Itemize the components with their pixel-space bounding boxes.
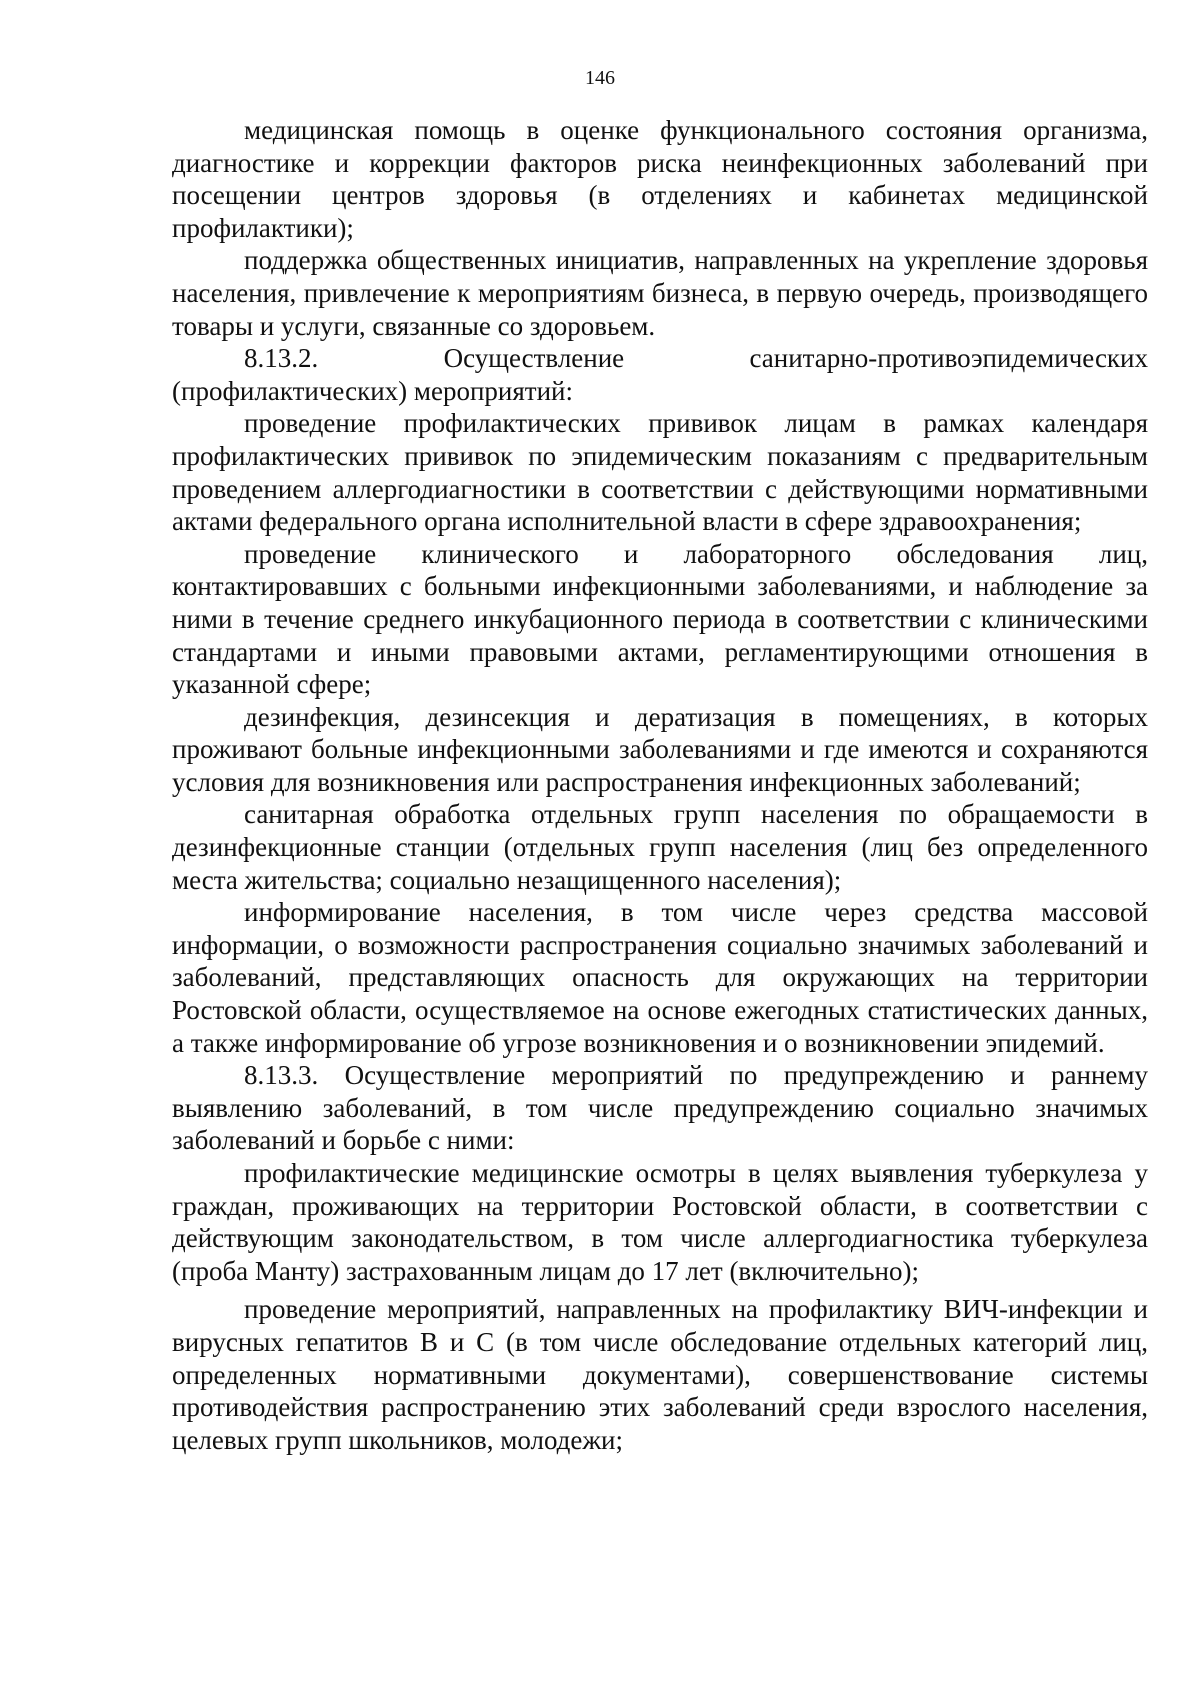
section-heading-8-13-2: 8.13.2. Осуществление санитарно-противоэпидемических (профилактических) мероприятий: [172,343,1148,406]
paragraph-vaccinations: проведение профилактических прививок лицам в рамках календаря профилактических прививок по эпидемическим показаниям с предварительным проведением аллергодиагностики в соответствии с действующими нормативными актами федерального органа исполнительной власти в сфере здравоохранения; [172,408,1148,537]
paragraph-tuberculosis-screening: профилактические медицинские осмотры в целях выявления туберкулеза у граждан, проживающих на территории Ростовской области, в соответствии с действующим законодательством, в том числе аллергодиагностика туберкулеза (проба Манту) застрахованным лицам до 17 лет (включительно); [172,1158,1148,1286]
paragraph-sanitary-treatment: санитарная обработка отдельных групп населения по обращаемости в дезинфекционные станции (отдельных групп населения (лиц без определенного места жительства; социально незащищенного населения); [172,799,1148,895]
paragraph-disinfection: дезинфекция, дезинсекция и дератизация в помещениях, в которых проживают больные инфекционными заболеваниями и где имеются и сохраняются условия для возникновения или распространения инфекционных заболеваний; [172,701,1148,797]
section-heading-8-13-3: 8.13.3. Осуществление мероприятий по предупреждению и раннему выявлению заболеваний, в том числе предупреждению социально значимых заболеваний и борьбе с ними: [172,1060,1148,1156]
page-number: 146 [585,67,615,89]
paragraph-public-initiatives: поддержка общественных инициатив, направленных на укрепление здоровья населения, привлечение к мероприятиям бизнеса, в первую очередь, производящего товары и услуги, связанные со здоровьем. [172,245,1148,341]
paragraph-health-centers: медицинская помощь в оценке функционального состояния организма, диагностике и коррекции факторов риска неинфекционных заболеваний при посещении центров здоровья (в отделениях и кабинетах медицинской профилактики); [172,115,1148,243]
paragraph-contact-examination: проведение клинического и лабораторного обследования лиц, контактировавших с больными инфекционными заболеваниями, и наблюдение за ними в течение среднего инкубационного периода в соответствии с клиническими стандартами и иными правовыми актами, регламентирующими отношения в указанной сфере; [172,538,1148,700]
paragraph-public-information: информирование населения, в том числе через средства массовой информации, о возможности распространения социально значимых заболеваний и заболеваний, представляющих опасность для окружающих на территории Ростовской области, осуществляемое на основе ежегодных статистических данных, а также информирование об угрозе возникновения и о возникновении эпидемий. [172,897,1148,1058]
document-body [172,114,1148,1456]
paragraph-hiv-prevention: проведение мероприятий, направленных на профилактику ВИЧ-инфекции и вирусных гепатитов В и С (в том числе обследование отдельных категорий лиц, определенных нормативными документами), совершенствование системы противодействия распространению этих заболеваний среди взрослого населения, целевых групп школьников, молодежи; [172,1294,1148,1455]
